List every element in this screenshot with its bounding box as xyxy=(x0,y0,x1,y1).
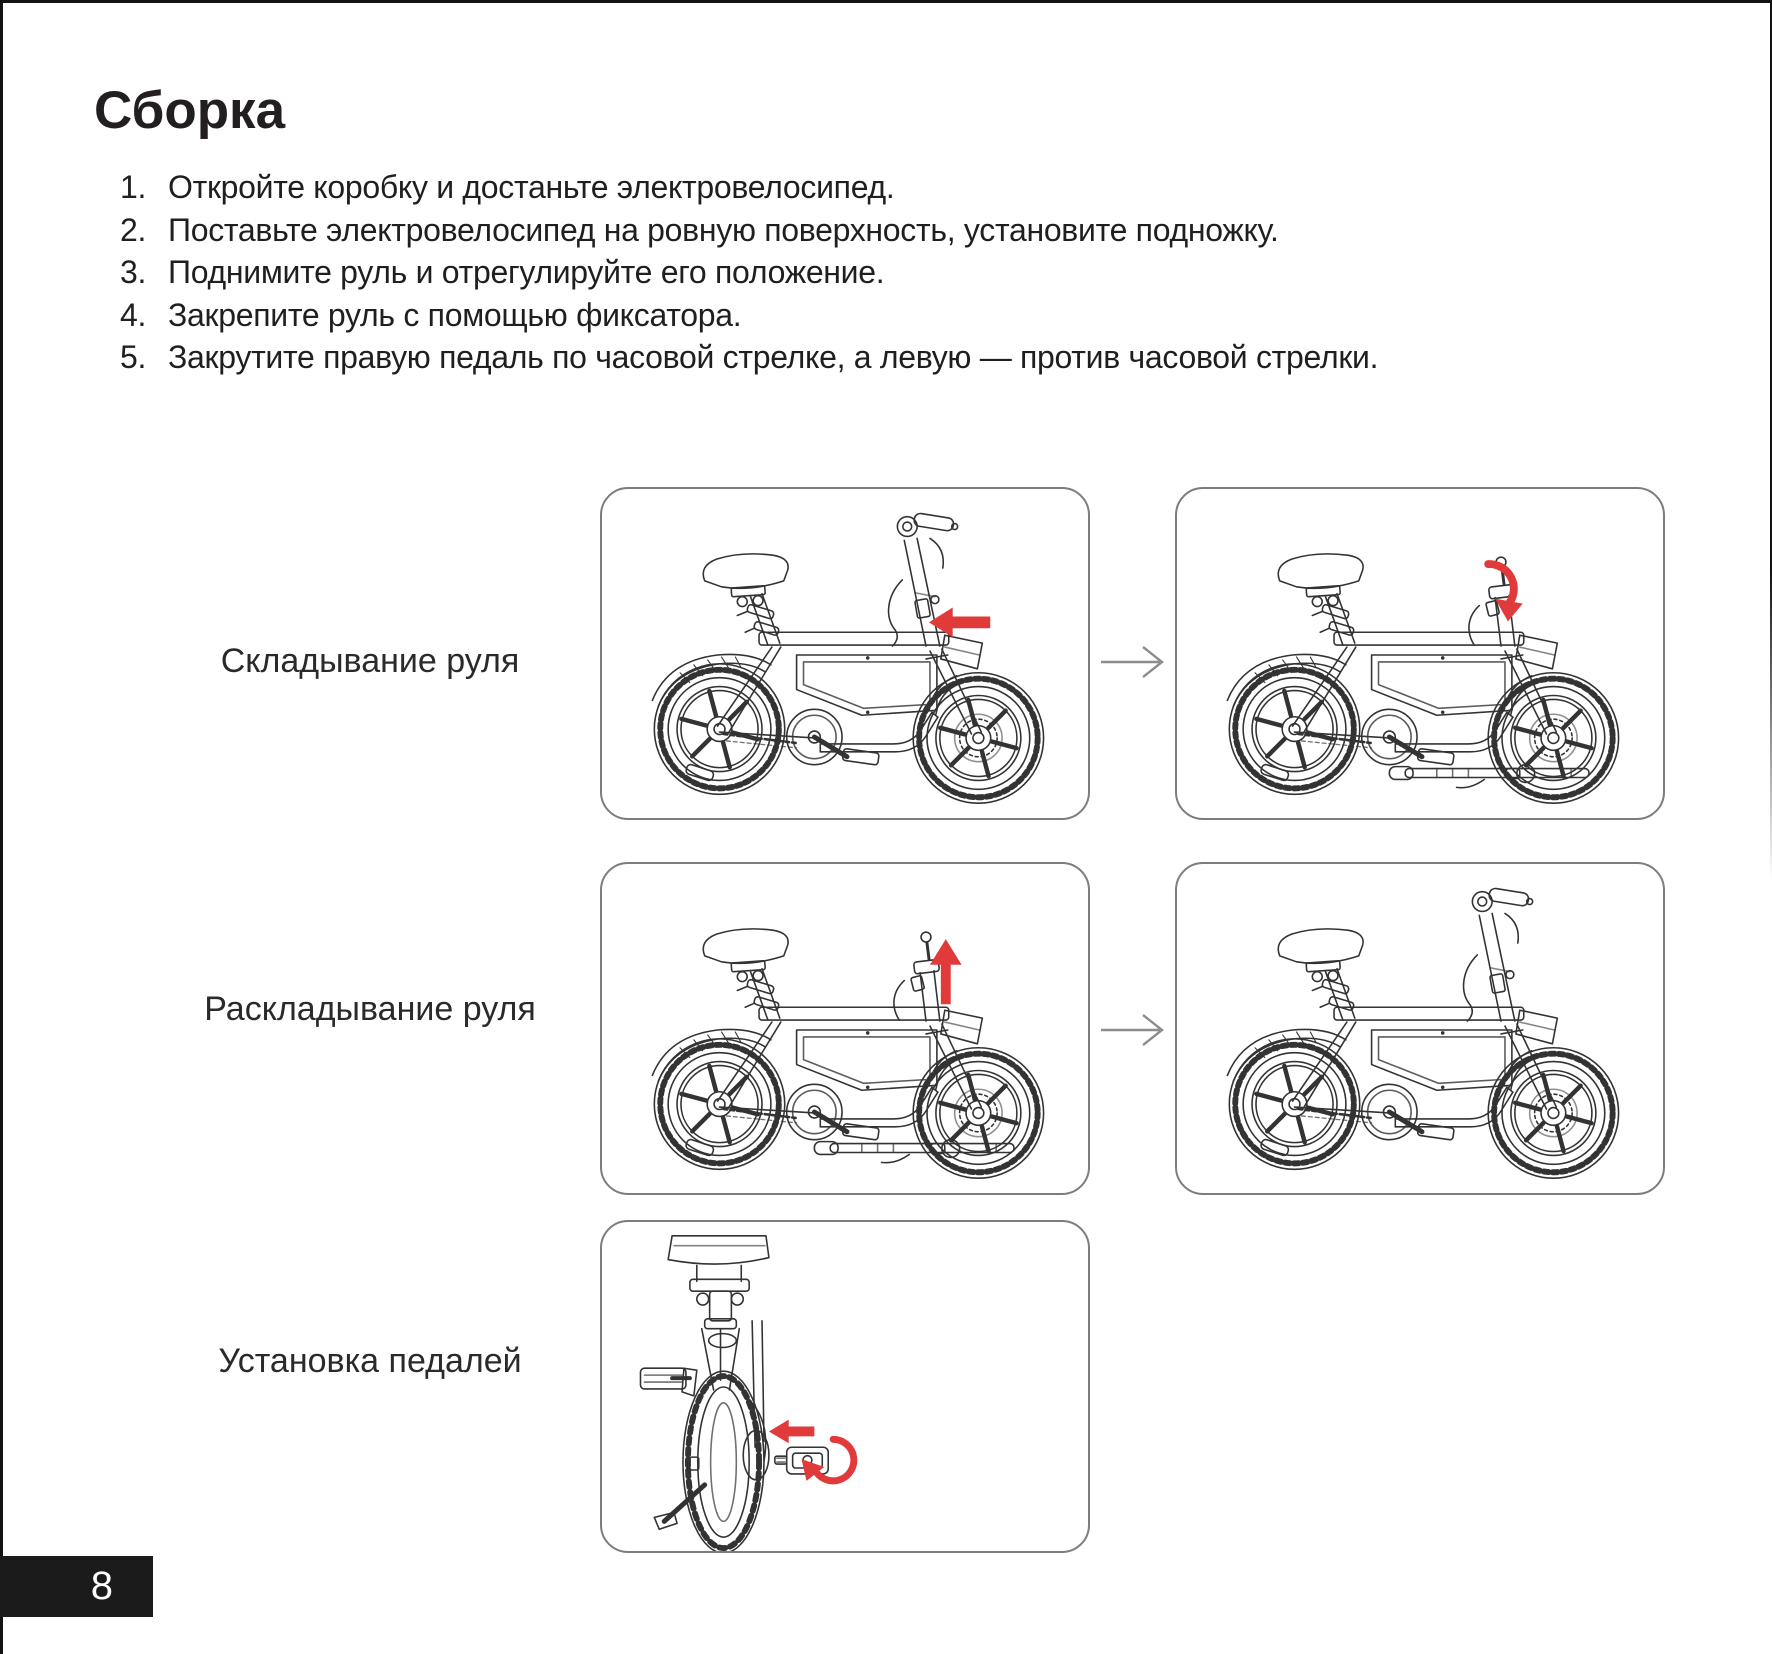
figure-label-fold-handlebar: Складывание руля xyxy=(220,642,520,680)
page-edge-top xyxy=(0,0,1772,3)
bike-side-folded-illustration xyxy=(1177,489,1663,818)
bike-body xyxy=(1227,554,1618,803)
instruction-list xyxy=(118,166,1718,379)
red-arrow-left-icon xyxy=(769,1420,814,1444)
instruction-item: Закрепите руль с помощью фиксатора. xyxy=(168,296,742,333)
red-arrow-curved-down-icon xyxy=(1488,564,1523,621)
bike-side-upright-illustration xyxy=(602,489,1088,818)
figure-label-unfold-handlebar: Раскладывание руля xyxy=(204,990,536,1028)
bike-front-view-illustration xyxy=(602,1222,1088,1551)
figure-panel-handlebar-upright xyxy=(600,487,1090,820)
figure-panel-handlebar-unfolded xyxy=(1175,862,1665,1195)
arrow-right-icon xyxy=(1098,640,1170,684)
page-number: 8 xyxy=(90,1564,113,1608)
bike-side-folded-illustration xyxy=(602,864,1088,1193)
bike-front-body xyxy=(640,1236,768,1551)
figure-panel-pedal-installation xyxy=(600,1220,1090,1553)
figure-panel-handlebar-folded-lift xyxy=(600,862,1090,1195)
bike-body xyxy=(1227,929,1618,1178)
instruction-item: Закрутите правую педаль по часовой стрелке, а левую — против часовой стрелки. xyxy=(168,339,1379,375)
figure-label-install-pedals: Установка педалей xyxy=(218,1342,522,1380)
handlebar-upright xyxy=(1464,888,1533,1021)
page-number-tab xyxy=(0,1556,153,1617)
instruction-item: Поставьте электровелосипед на ровную поверхность, установите подножку. xyxy=(168,211,1279,248)
instruction-item: Откройте коробку и достаньте электровелосипед. xyxy=(168,169,895,205)
figure-panel-handlebar-folded xyxy=(1175,487,1665,820)
bike-body xyxy=(652,929,1043,1178)
arrow-right-icon xyxy=(1098,1008,1170,1052)
instruction-item: Поднимите руль и отрегулируйте его положение. xyxy=(168,254,885,290)
bike-side-upright-illustration xyxy=(1177,864,1663,1193)
bike-body xyxy=(652,554,1043,803)
page-title: Сборка xyxy=(94,81,286,140)
page-edge-left xyxy=(0,0,3,1654)
